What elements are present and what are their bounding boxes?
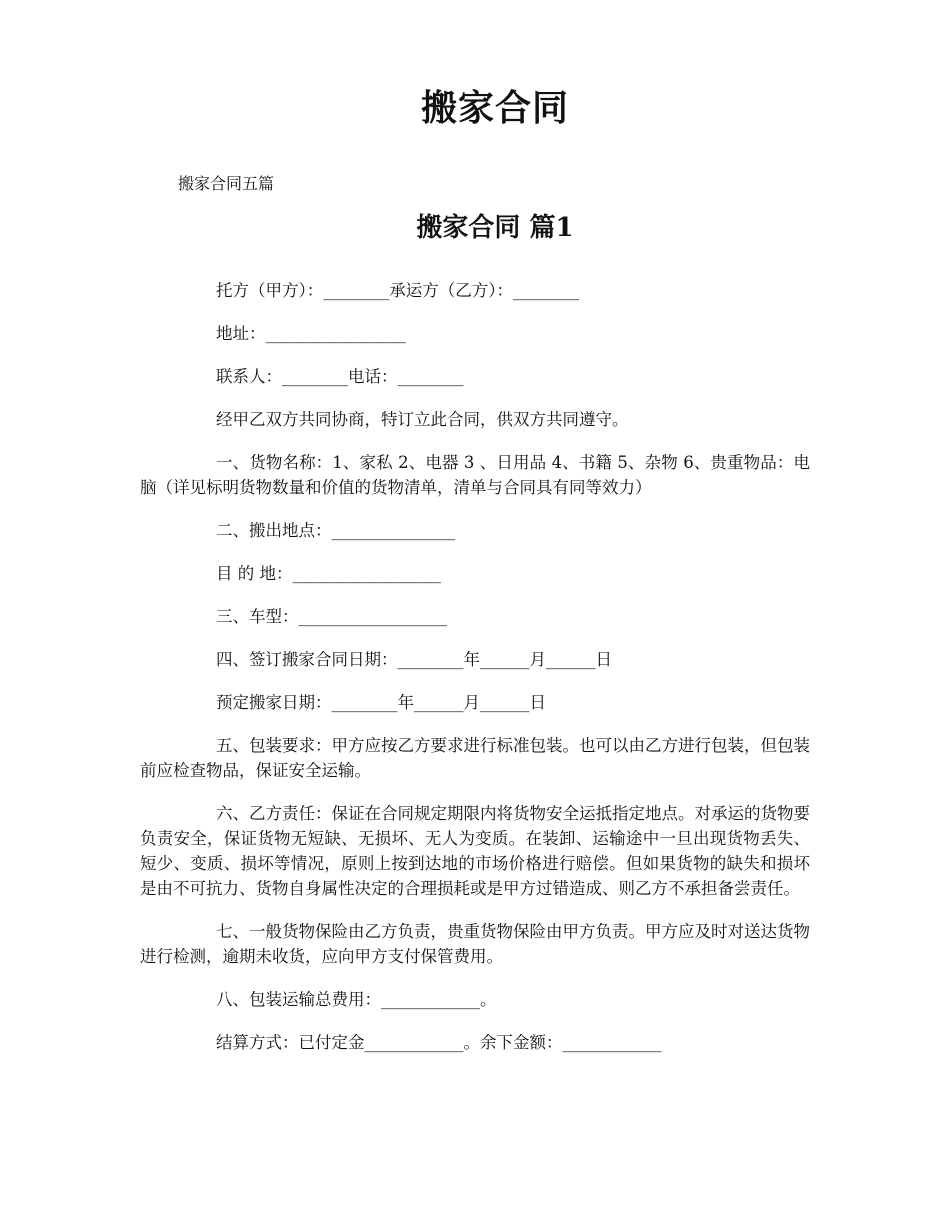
settlement-line: 结算方式：已付定金____________。余下金额：____________ xyxy=(216,1033,662,1052)
clause-total-fee: 八、包装运输总费用：____________。 xyxy=(216,990,497,1009)
preamble-paragraph: 经甲乙双方共同协商，特订立此合同，供双方共同遵守。 xyxy=(216,410,629,429)
clause-packing: 五、包装要求：甲方应按乙方要求进行标准包装。也可以由乙方进行包装，但包装前应检查物品，保证安全运输。 xyxy=(140,736,810,780)
clause-origin: 二、搬出地点：_______________ xyxy=(216,521,456,540)
address-line: 地址：_________________ xyxy=(216,324,406,343)
document-subtitle: 搬家合同五篇 xyxy=(178,174,275,193)
clause-sign-date: 四、签订搬家合同日期：________年______月______日 xyxy=(216,650,612,669)
clause-insurance: 七、一般货物保险由乙方负责，贵重货物保险由甲方负责。甲方应及时对送达货物进行检测，逾期未收货，应向甲方支付保管费用。 xyxy=(140,922,810,966)
destination-line: 目 的 地：__________________ xyxy=(216,564,441,583)
section-heading: 搬家合同 篇1 xyxy=(416,213,574,243)
party-line: 托方（甲方）：________承运方（乙方）：________ xyxy=(216,281,579,300)
move-date-line: 预定搬家日期：________年______月______日 xyxy=(216,693,546,712)
clause-goods: 一、货物名称：1、家私 2、电器 3 、日用品 4、书籍 5、杂物 6、贵重物品：电脑（详见标明货物数量和价值的货物清单，清单与合同具有同等效力） xyxy=(140,453,810,497)
contact-line: 联系人：________电话：________ xyxy=(216,367,464,386)
contract-body xyxy=(140,278,810,1073)
document-title: 搬家合同 xyxy=(420,88,569,129)
clause-vehicle: 三、车型：__________________ xyxy=(216,607,447,626)
clause-carrier-liability: 六、乙方责任：保证在合同规定期限内将货物安全运抵指定地点。对承运的货物要负责安全，保证货物无短缺、无损坏、无人为变质。在装卸、运输途中一旦出现货物丢失、短少、变质、损坏等情况，原则上按到达地的市场价格进行赔偿。但如果货物的缺失和损坏是由不可抗力、货物自身属性决定的合理损耗或是甲方过错造成、则乙方不承担备尝责任。 xyxy=(140,804,810,898)
